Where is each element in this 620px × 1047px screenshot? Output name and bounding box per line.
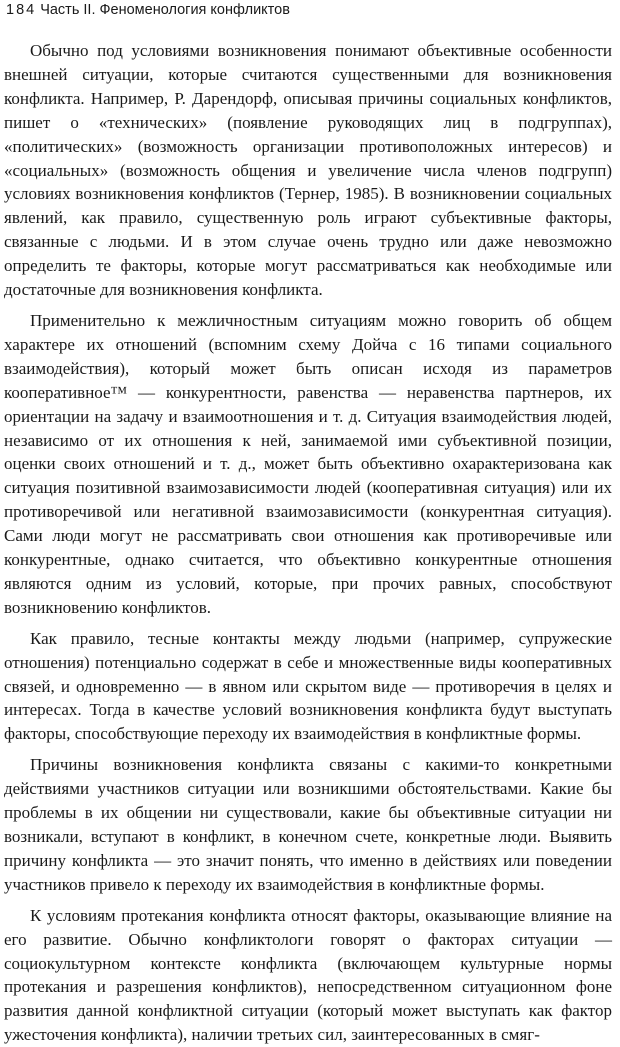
- paragraph-interpersonal-situations: Применительно к межличностным ситуациям можно говорить об общем характере их отношений (вспомним схему Дойча с 16 типами социального взаимодействия), который может быть описан исходя из параметров кооперативное™ — конкурентности, равенства — неравенства партнеров, их ориентации на задачу и взаимоотношения и т. д. Ситуация взаимодействия людей, независимо от их отношения к ней, занимаемой ими субъективной позиции, оценки своих отношений и т. д., может быть объективно охарактеризована как ситуация позитивной взаимозависимости людей (кооперативная ситуация) или их противоречивой или негативной взаимозависимости (конкурентная ситуация). Сами люди могут не рассматривать свои отношения как противоречивые или конкурентные, однако считается, что объективно конкурентные отношения являются одним из условий, которые, при прочих равных, способствуют возникновению конфликтов.: [4, 310, 612, 617]
- paragraph-conditions-of-course: К условиям протекания конфликта относят факторы, оказывающие влияние на его развитие. Обычно конфликтологи говорят о факторах ситуации — социокультурном контексте конфликта (включающем культурные нормы протекания и разрешения конфликтов), непосредственном ситуационном фоне развития данной конфликтной ситуации (который может выступать как фактор ужесточения конфликта), наличии третьих сил, заинтересованных в смяг-: [4, 905, 612, 1045]
- page-number: 184: [6, 2, 37, 18]
- paragraph-close-contacts: Как правило, тесные контакты между людьми (например, супружеские отношения) потенциально содержат в себе и множественные виды кооперативных связей, и одновременно — в явном или скрытом виде — противоречия в целях и интересах. Тогда в качестве условий возникновения конфликта будут выступать факторы, способствующие переходу их взаимодействия в конфликтные формы.: [4, 628, 612, 744]
- section-title: Часть II. Феноменология конфликтов: [40, 2, 290, 18]
- paragraph-conditions-definition: Обычно под условиями возникновения понимают объективные особенности внешней ситуации, которые считаются существенными для возникновения конфликта. Например, Р. Дарендорф, описывая причины социальных конфликтов, пишет о «технических» (появление руководящих лиц в подгруппах), «политических» (возможность организации противоположных интересов) и «социальных» (возможность общения и увеличение числа членов подгрупп) условиях возникновения конфликтов (Тернер, 1985). В возникновении социальных явлений, как правило, существенную роль играют субъективные факторы, связанные с людьми. И в этом случае очень трудно или даже невозможно определить те факторы, которые могут рассматриваться как необходимые или достаточные для возникновения конфликта.: [4, 41, 612, 300]
- body-text: [4, 39, 612, 1047]
- paragraph-causes-of-conflict: Причины возникновения конфликта связаны с какими-то конкретными действиями участников ситуации или возникшими обстоятельствами. Какие бы проблемы в их общении ни существовали, какие бы объективные ситуации ни возникали, вступают в конфликт, в конечном счете, конкретные люди. Выявить причину конфликта — это значит понять, что именно в действиях или поведении участников привело к переходу их взаимодействия в конфликтные формы.: [4, 755, 612, 894]
- running-head: [4, 1, 612, 19]
